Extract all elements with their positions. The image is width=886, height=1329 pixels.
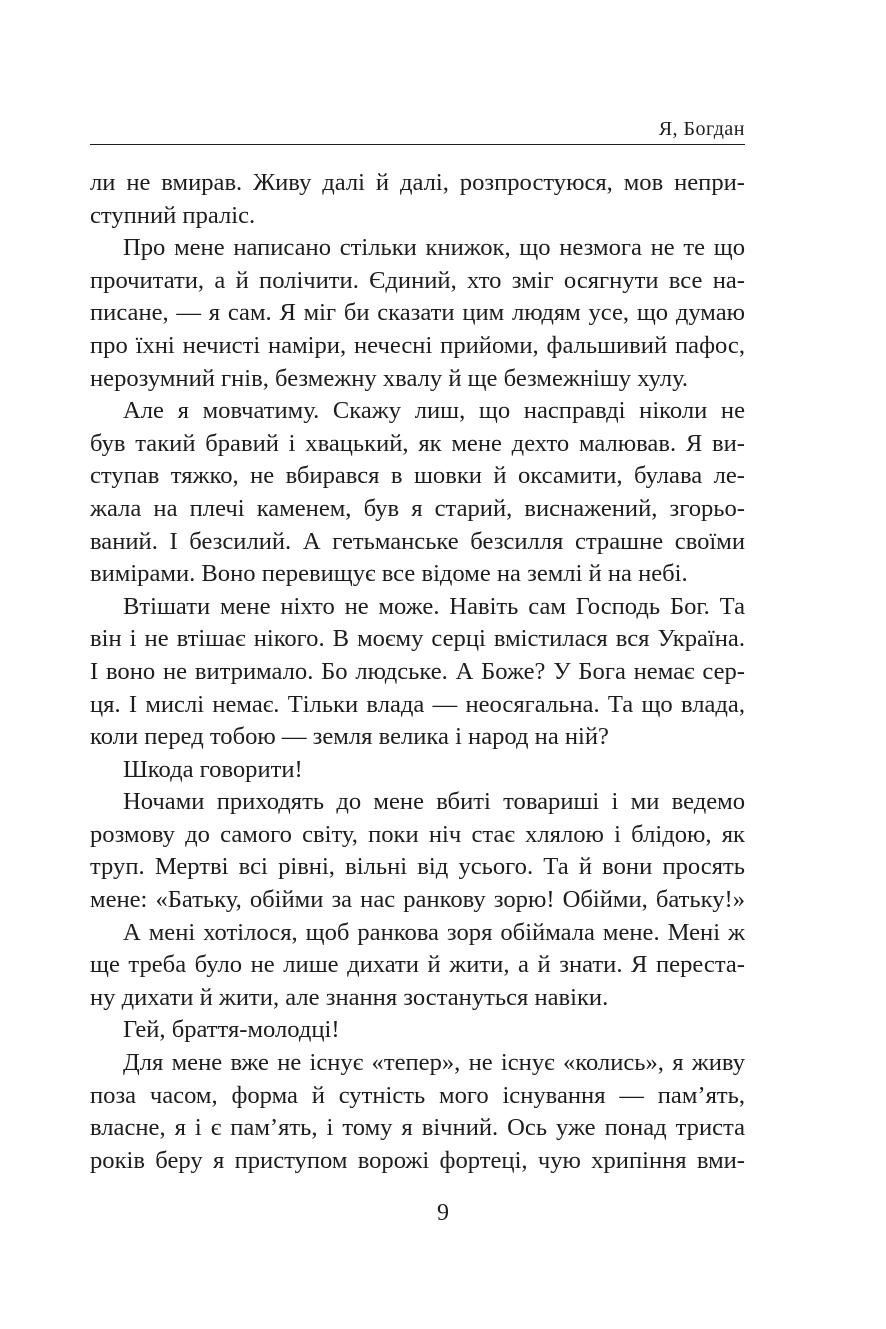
text-line: Про мене написано стільки книжок, що незмога не те що <box>123 234 745 262</box>
page-header <box>90 114 745 145</box>
page-number: 9 <box>437 1200 449 1226</box>
text-line: писане, — я сам. Я міг би сказати цим людям усе, що думаю <box>90 299 745 327</box>
text-line: Для мене вже не існує «тепер», не існує «колись», я живу <box>123 1049 745 1077</box>
text-line: Ночами приходять до мене вбиті товариші і ми ведемо <box>123 788 745 816</box>
text-line: коли перед тобою — земля велика і народ на ній? <box>90 723 609 751</box>
text-line: Гей, браття-молодці! <box>123 1016 340 1044</box>
text-line: мене: «Батьку, обійми за нас ранкову зорю! Обійми, батьку!» <box>90 886 745 914</box>
text-line: був такий бравий і хвацький, як мене дехто малював. Я ви- <box>90 429 745 457</box>
text-line: власне, я і є пам’ять, і тому я вічний. Ось уже понад триста <box>90 1114 745 1142</box>
text-line: розмову до самого світу, поки ніч стає хлялою і блідою, як <box>90 820 745 848</box>
text-line: ну дихати й жити, але знання зостануться навіки. <box>90 983 609 1011</box>
running-head: Я, Богдан <box>658 118 745 140</box>
text-line: ще треба було не лише дихати й жити, а й знати. Я переста- <box>90 951 745 979</box>
text-line: Шкода говорити! <box>123 755 303 783</box>
text-line: вимірами. Воно перевищує все відоме на землі й на небі. <box>90 560 688 588</box>
text-line: ступний праліс. <box>90 201 256 229</box>
text-line: прочитати, а й полічити. Єдиний, хто зміг осягнути все на- <box>90 266 745 294</box>
text-line: ли не вмирав. Живу далі й далі, розпростуюся, мов непри- <box>90 169 745 196</box>
text-line: ступав тяжко, не вбирався в шовки й оксамити, булава ле- <box>90 462 745 490</box>
body-text <box>90 167 745 1177</box>
text-line: А мені хотілося, щоб ранкова зоря обіймала мене. Мені ж <box>123 918 745 946</box>
text-line: він і не втішає нікого. В моєму серці вмістилася вся Україна. <box>90 625 745 653</box>
text-line: років беру я приступом ворожі фортеці, чую хрипіння вми- <box>90 1146 745 1174</box>
text-line: нерозумний гнів, безмежну хвалу й ще безмежнішу хулу. <box>90 364 689 392</box>
text-line: жала на плечі каменем, був я старий, виснажений, згорьо- <box>90 494 745 522</box>
text-line: І воно не витримало. Бо людське. А Боже? У Бога немає сер- <box>90 657 745 685</box>
text-line: труп. Мертві всі рівні, вільні від усього. Та й вони просять <box>90 853 745 881</box>
text-line: ваний. І безсилий. А гетьманське безсилля страшне своїми <box>90 527 745 555</box>
text-line: Втішати мене ніхто не може. Навіть сам Господь Бог. Та <box>123 592 745 620</box>
text-line: ця. І мислі немає. Тільки влада — неосягальна. Та що влада, <box>90 690 745 718</box>
text-line: про їхні нечисті наміри, нечесні прийоми, фальшивий пафос, <box>90 331 745 359</box>
text-line: поза часом, форма й сутність мого існування — пам’ять, <box>90 1081 745 1109</box>
text-line: Але я мовчатиму. Скажу лиш, що насправді ніколи не <box>123 397 745 425</box>
